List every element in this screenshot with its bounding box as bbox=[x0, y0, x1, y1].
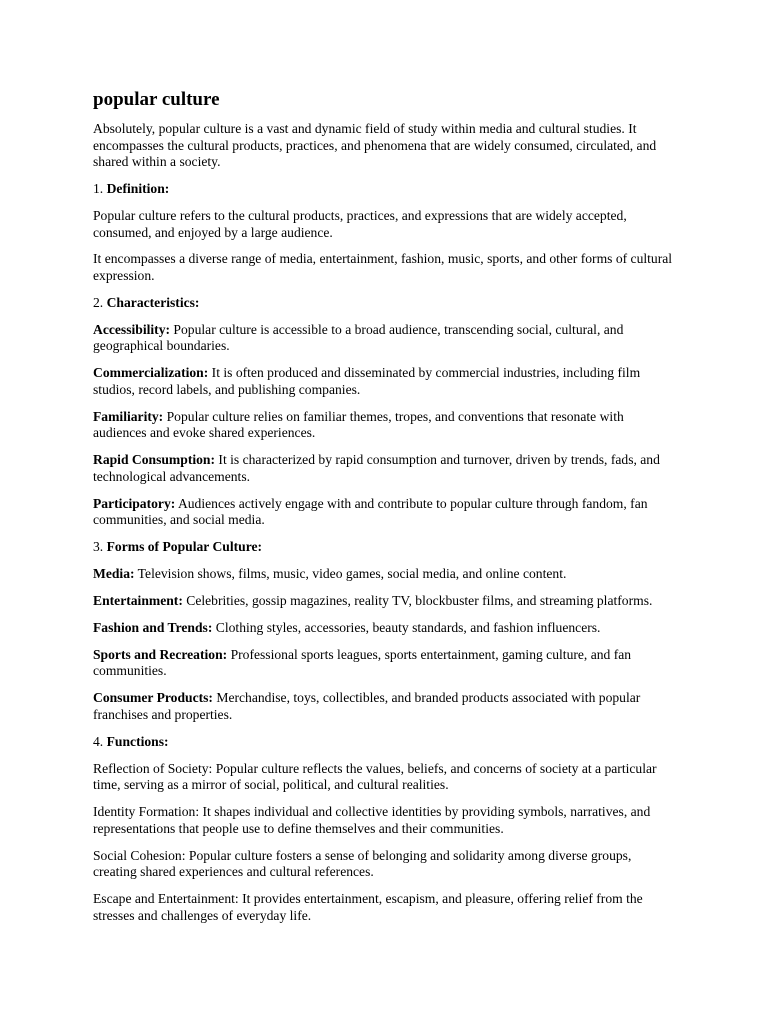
paragraph bbox=[93, 365, 678, 398]
term-label: Commercialization: bbox=[93, 365, 209, 381]
term-label: Rapid Consumption: bbox=[93, 452, 216, 468]
paragraph-text: Clothing styles, accessories, beauty standards, and fashion influencers. bbox=[212, 619, 601, 635]
paragraph-text: Television shows, films, music, video games, social media, and online content. bbox=[134, 566, 567, 582]
section-title: Definition: bbox=[106, 181, 170, 197]
term-label: Entertainment: bbox=[93, 593, 183, 609]
term-label: Familiarity: bbox=[93, 408, 164, 424]
paragraph-text: It is often produced and disseminated by commercial industries, including film studios, record labels, and publishing companies. bbox=[93, 365, 641, 397]
paragraph bbox=[93, 409, 678, 442]
paragraph bbox=[93, 496, 678, 529]
term-label: Accessibility: bbox=[93, 321, 171, 337]
paragraph bbox=[93, 848, 678, 881]
paragraph-text: Escape and Entertainment: It provides entertainment, escapism, and pleasure, offering relief from the stresses and challenges of everyday life. bbox=[93, 891, 643, 923]
paragraph-text: It encompasses a diverse range of media, entertainment, fashion, music, sports, and other forms of cultural expression. bbox=[93, 251, 673, 284]
paragraph-text: Popular culture relies on familiar themes, tropes, and conventions that resonate with audiences and evoke shared experiences. bbox=[93, 408, 624, 441]
section-heading bbox=[93, 734, 678, 751]
section-title: Forms of Popular Culture: bbox=[106, 539, 263, 555]
document-title: popular culture bbox=[93, 89, 220, 110]
paragraph bbox=[93, 647, 678, 680]
section-heading bbox=[93, 181, 678, 198]
paragraph-text: Social Cohesion: Popular culture fosters a sense of belonging and solidarity among diverse groups, creating shared experiences and cultural references. bbox=[93, 847, 632, 880]
section-title: Characteristics: bbox=[106, 294, 200, 310]
paragraph bbox=[93, 251, 678, 284]
paragraph bbox=[93, 891, 678, 924]
paragraph bbox=[93, 690, 678, 723]
paragraph-text: Professional sports leagues, sports entertainment, gaming culture, and fan communities. bbox=[93, 646, 632, 679]
paragraph bbox=[93, 804, 678, 837]
paragraph-text: Merchandise, toys, collectibles, and branded products associated with popular franchises and properties. bbox=[93, 690, 641, 722]
paragraph-text: Reflection of Society: Popular culture reflects the values, beliefs, and concerns of society at a particular time, serving as a mirror of social, political, and cultural realities. bbox=[93, 760, 657, 793]
paragraph bbox=[93, 620, 678, 637]
term-label: Fashion and Trends: bbox=[93, 619, 213, 635]
paragraph bbox=[93, 566, 678, 583]
section-title: Functions: bbox=[106, 733, 169, 749]
intro-paragraph: Absolutely, popular culture is a vast and dynamic field of study within media and cultural studies. It encompasses the cultural products, practices, and phenomena that are widely consumed, circulated, and shared within a society. bbox=[93, 121, 657, 170]
paragraph bbox=[93, 761, 678, 794]
section-number: 2. bbox=[93, 294, 104, 310]
term-label: Consumer Products: bbox=[93, 690, 213, 706]
paragraph-text: Audiences actively engage with and contribute to popular culture through fandom, fan communities, and social media. bbox=[93, 495, 648, 528]
paragraph bbox=[93, 452, 678, 485]
term-label: Sports and Recreation: bbox=[93, 646, 228, 662]
paragraph-text: Identity Formation: It shapes individual and collective identities by providing symbols, narratives, and representations that people use to define themselves and their communities. bbox=[93, 804, 651, 836]
section-number: 3. bbox=[93, 539, 104, 555]
paragraph-text: It is characterized by rapid consumption and turnover, driven by trends, fads, and technological advancements. bbox=[93, 452, 660, 484]
paragraph-text: Celebrities, gossip magazines, reality TV, blockbuster films, and streaming platforms. bbox=[182, 593, 653, 609]
term-label: Participatory: bbox=[93, 495, 176, 511]
paragraph bbox=[93, 208, 678, 241]
section-heading bbox=[93, 539, 678, 556]
paragraph-text: Popular culture refers to the cultural products, practices, and expressions that are widely accepted, consumed, and enjoyed by a large audience. bbox=[93, 207, 627, 240]
section-heading bbox=[93, 295, 678, 312]
section-number: 4. bbox=[93, 733, 104, 749]
paragraph bbox=[93, 593, 678, 610]
term-label: Media: bbox=[93, 566, 135, 582]
section-number: 1. bbox=[93, 181, 104, 197]
paragraph bbox=[93, 322, 678, 355]
paragraph-text: Popular culture is accessible to a broad audience, transcending social, cultural, and geographical boundaries. bbox=[93, 321, 624, 354]
